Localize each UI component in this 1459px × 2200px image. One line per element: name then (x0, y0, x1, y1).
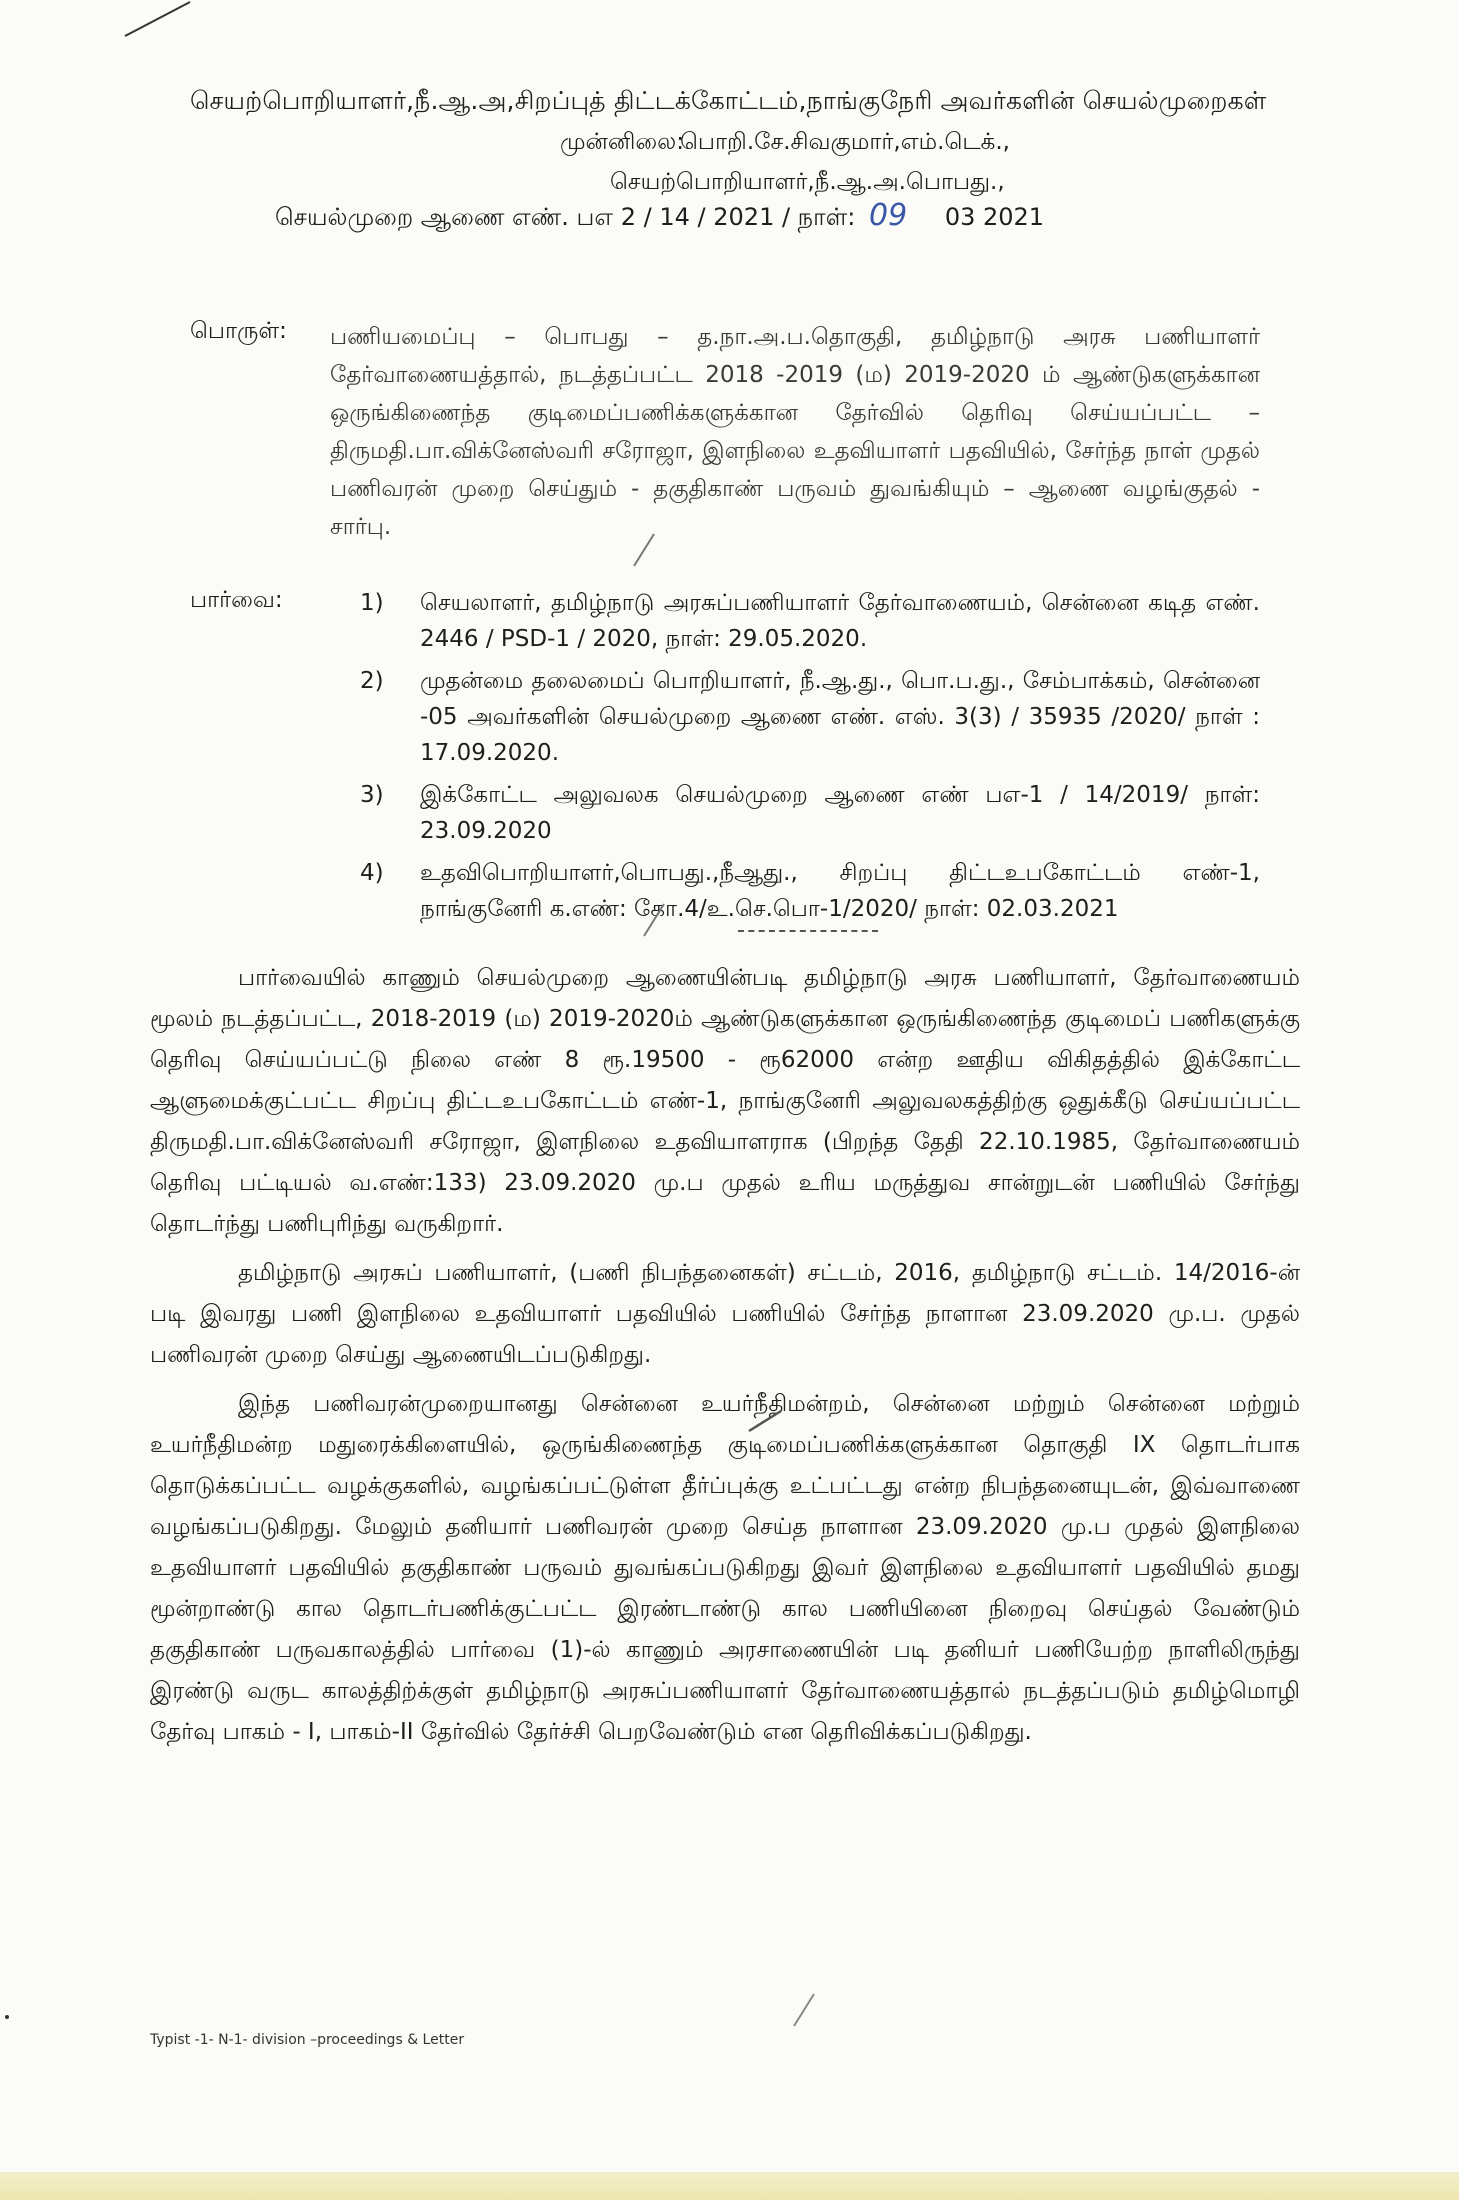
reference-item (360, 585, 1260, 657)
order-text: செயல்முறை ஆணை எண். பஎ 2 / 14 / 2021 / நாள்: (275, 203, 856, 231)
reference-number: 4) (360, 860, 384, 886)
tick-mark (640, 900, 670, 940)
body-paragraph: இந்த பணிவரன்முறையானது சென்னை உயர்நீதிமன்றம், சென்னை மற்றும் சென்னை மற்றும் உயர்நீதிமன்ற மதுரைக்கிளையில், ஒருங்கிணைந்த குடிமைப்பணிக்களுக்கான தொகுதி IX தொடர்பாக தொடுக்கப்பட்ட வழக்குகளில், வழங்கப்பட்டுள்ள தீர்ப்புக்கு உட்பட்டது என்ற நிபந்தனையுடன், இவ்வாணை வழங்கப்படுகிறது. மேலும் தனியார் பணிவரன் முறை செய்த நாளான 23.09.2020 மு.ப முதல் இளநிலை உதவியாளர் பதவியில் தகுதிகாண் பருவம் துவங்கப்படுகிறது இவர் இளநிலை உதவியாளர் பதவியில் தமது மூன்றாண்டு கால தொடர்பணிக்குட்பட்ட இரண்டாண்டு கால பணியினை நிறைவு செய்தல் வேண்டும் தகுதிகாண் பருவகாலத்தில் பார்வை (1)-ல் காணும் அரசாணையின் படி தனியர் பணியேற்ற நாளிலிருந்து இரண்டு வருட காலத்திற்க்குள் தமிழ்நாடு அரசுப்பணியாளர் தேர்வாணையத்தால் நடத்தப்படும் தமிழ்மொழி தேர்வு பாகம் - I, பாகம்-II தேர்வில் தேர்ச்சி பெறவேண்டும் என தெரிவிக்கப்படுகிறது. (150, 1391, 1300, 1745)
subject-section (190, 318, 1260, 546)
references-section (190, 585, 1260, 933)
reference-text: முதன்மை தலைமைப் பொறியாளர், நீ.ஆ.து., பொ.ப.து., சேம்பாக்கம், சென்னை -05 அவர்களின் செயல்முறை ஆணை எண். எஸ். 3(3) / 35935 /2020/ நாள் : 17.09.2020. (420, 668, 1260, 766)
issuing-authority: செயற்பொறியாளர்,நீ.ஆ.அ,சிறப்புத் திட்டக்கோட்டம்,நாங்குநேரி அவர்களின் செயல்முறைகள் (190, 86, 1267, 115)
order-date-rest: 03 2021 (944, 203, 1045, 231)
margin-dot (5, 2015, 9, 2019)
subject-text: பணியமைப்பு – பொபது – த.நா.அ.ப.தொகுதி, தமிழ்நாடு அரசு பணியாளர் தேர்வாணையத்தால், நடத்தப்பட்ட 2018 -2019 (ம) 2019-2020 ம் ஆண்டுகளுக்கான ஒருங்கிணைந்த குடிமைப்பணிக்களுக்கான தேர்வில் தெரிவு செய்யப்பட்ட – திருமதி.பா.விக்னேஸ்வரி சரோஜா, இளநிலை உதவியாளர் பதவியில், சேர்ந்த நாள் முதல் பணிவரன் முறை செய்தும் - தகுதிகாண் பருவம் துவங்கியும் – ஆணை வழங்குதல் - சார்பு. (330, 324, 1260, 540)
section-divider (738, 930, 878, 932)
page-edge-strip (0, 2172, 1459, 2200)
references-label: பார்வை: (190, 587, 283, 613)
letter-header (190, 80, 1340, 202)
reference-text: இக்கோட்ட அலுவலக செயல்முறை ஆணை எண் பஎ-1 / 14/2019/ நாள்: 23.09.2020 (420, 782, 1260, 844)
presence-designation: செயற்பொறியாளர்,நீ.ஆ.அ.பொபது., (610, 169, 1005, 195)
reference-text: உதவிபொறியாளர்,பொபது.,நீஆது., சிறப்பு திட்டஉபகோட்டம் எண்-1, நாங்குனேரி க.எண்: கோ.4/உ.செ.பொ-1/2020/ நாள்: 02.03.2021 (420, 860, 1260, 922)
presence-label: முன்னிலை: (560, 129, 684, 155)
body-paragraph: தமிழ்நாடு அரசுப் பணியாளர், (பணி நிபந்தனைகள்) சட்டம், 2016, தமிழ்நாடு சட்டம். 14/2016-ன் படி இவரது பணி இளநிலை உதவியாளர் பதவியில் பணியில் சேர்ந்த நாளான 23.09.2020 மு.ப. முதல் பணிவரன் முறை செய்து ஆணையிடப்படுகிறது. (150, 1260, 1300, 1368)
reference-number: 3) (360, 782, 384, 808)
tick-mark (630, 530, 660, 570)
pen-stroke-mark (120, 0, 210, 40)
letter-body (150, 958, 1300, 1761)
body-paragraph: பார்வையில் காணும் செயல்முறை ஆணையின்படி தமிழ்நாடு அரசு பணியாளர், தேர்வாணையம் மூலம் நடத்தப்பட்ட, 2018-2019 (ம) 2019-2020ம் ஆண்டுகளுக்கான ஒருங்கிணைந்த குடிமைப் பணிகளுக்கு தெரிவு செய்யப்பட்டு நிலை எண் 8 ரூ.19500 - ரூ62000 என்ற ஊதிய விகிதத்தில் இக்கோட்ட ஆளுமைக்குட்பட்ட சிறப்பு திட்டஉபகோட்டம் எண்-1, நாங்குனேரி அலுவலகத்திற்கு ஒதுக்கீடு செய்யப்பட்ட திருமதி.பா.விக்னேஸ்வரி சரோஜா, இளநிலை உதவியாளராக (பிறந்த தேதி 22.10.1985, தேர்வாணையம் தெரிவு பட்டியல் வ.எண்:133) 23.09.2020 மு.ப முதல் உரிய மருத்துவ சான்றுடன் பணியில் சேர்ந்து தொடர்ந்து பணிபுரிந்து வருகிறார். (150, 965, 1300, 1237)
subject-label: பொருள்: (190, 318, 287, 344)
reference-number: 1) (360, 590, 384, 616)
reference-item (360, 663, 1260, 771)
reference-item (360, 777, 1260, 849)
typist-note: Typist -1- N-1- division –proceedings & Letter (150, 2032, 465, 2048)
reference-number: 2) (360, 668, 384, 694)
tick-mark (745, 1405, 785, 1435)
presence-row (190, 122, 1340, 162)
reference-item (360, 855, 1260, 927)
order-date-day: 09 (869, 198, 908, 233)
reference-text: செயலாளர், தமிழ்நாடு அரசுப்பணியாளர் தேர்வாணையம், சென்னை கடித எண். 2446 / PSD-1 / 2020, நாள்: 29.05.2020. (420, 590, 1260, 652)
tick-mark (790, 1990, 820, 2030)
presence-name: பொறி.சே.சிவகுமார்,எம்.டெக்., (680, 129, 1010, 155)
order-number (275, 198, 1044, 234)
